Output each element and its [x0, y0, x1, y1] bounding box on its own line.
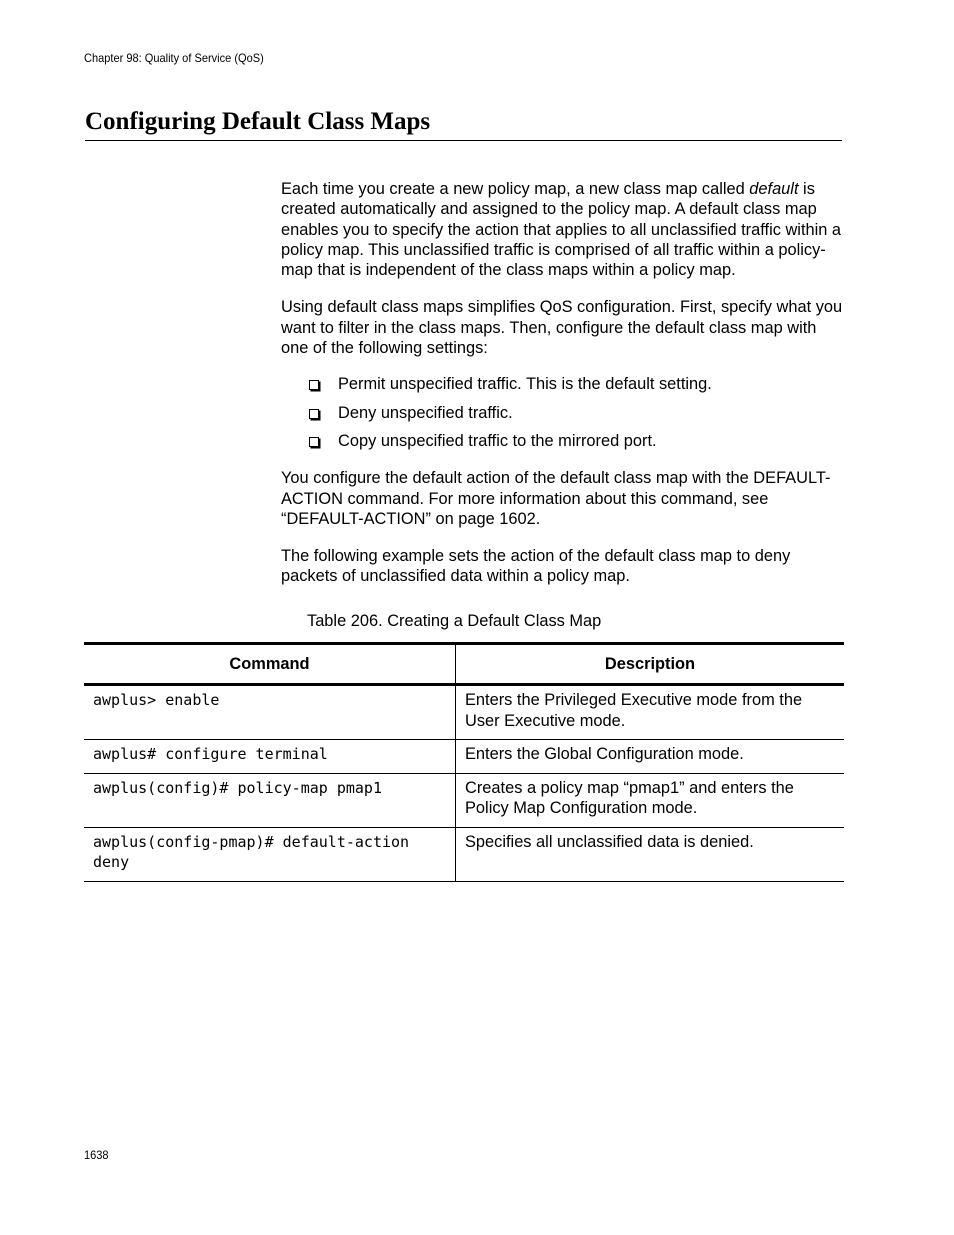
paragraph-intro — [281, 179, 846, 280]
table-caption: Table 206. Creating a Default Class Map — [307, 612, 602, 630]
running-header: Chapter 98: Quality of Service (QoS) — [84, 51, 264, 65]
paragraph-example: The following example sets the action of the default class map to deny packets of unclassified data within a policy map. — [281, 547, 791, 586]
default-emphasis: default — [749, 180, 799, 198]
list-item — [281, 374, 846, 394]
paragraph-default-action: You configure the default action of the default class map with the DEFAULT-ACTION command. For more information about this command, see “DEFAULT-ACTION” on page 1602. — [281, 469, 831, 528]
description-cell: Enters the Global Configuration mode. — [456, 740, 845, 774]
checkbox-bullet-icon — [309, 437, 319, 447]
settings-list — [281, 374, 846, 451]
table-row — [84, 685, 844, 740]
command-table — [84, 642, 844, 882]
description-cell: Creates a policy map “pmap1” and enters the Policy Map Configuration mode. — [456, 773, 845, 827]
list-item — [281, 431, 846, 451]
body-text — [281, 179, 846, 604]
page-number: 1638 — [84, 1148, 109, 1162]
list-item-text: Deny unspecified traffic. — [338, 403, 513, 422]
paragraph-intro-end: is created automatically and assigned to the policy map. A default class map enables you to specify the action that applies to all unclassified traffic within a policy map. This unclassified traffic is comprised of all traffic within a policy-map that is independent of the class maps within a policy map. — [281, 180, 842, 280]
table-row — [84, 773, 844, 827]
table-row — [84, 827, 844, 881]
table-header-row — [84, 644, 844, 685]
paragraph-settings: Using default class maps simplifies QoS configuration. First, specify what you want to filter in the class maps. Then, configure the default class map with one of the following settings: — [281, 298, 843, 358]
command-cell: awplus> enable — [84, 685, 456, 740]
command-cell: awplus(config)# policy-map pmap1 — [84, 773, 456, 827]
column-header-command: Command — [84, 644, 456, 685]
list-item — [281, 403, 846, 423]
command-cell: awplus# configure terminal — [84, 740, 456, 774]
checkbox-bullet-icon — [309, 409, 319, 419]
column-header-description: Description — [456, 644, 845, 685]
checkbox-bullet-icon — [309, 380, 319, 390]
description-cell: Enters the Privileged Executive mode from the User Executive mode. — [456, 685, 845, 740]
command-cell: awplus(config-pmap)# default-action deny — [84, 827, 456, 881]
table-row — [84, 740, 844, 774]
section-title: Configuring Default Class Maps — [85, 106, 842, 141]
list-item-text: Copy unspecified traffic to the mirrored port. — [338, 431, 657, 450]
list-item-text: Permit unspecified traffic. This is the default setting. — [338, 375, 712, 394]
description-cell: Specifies all unclassified data is denied. — [456, 827, 845, 881]
paragraph-intro-start: Each time you create a new policy map, a new class map called — [281, 180, 750, 198]
